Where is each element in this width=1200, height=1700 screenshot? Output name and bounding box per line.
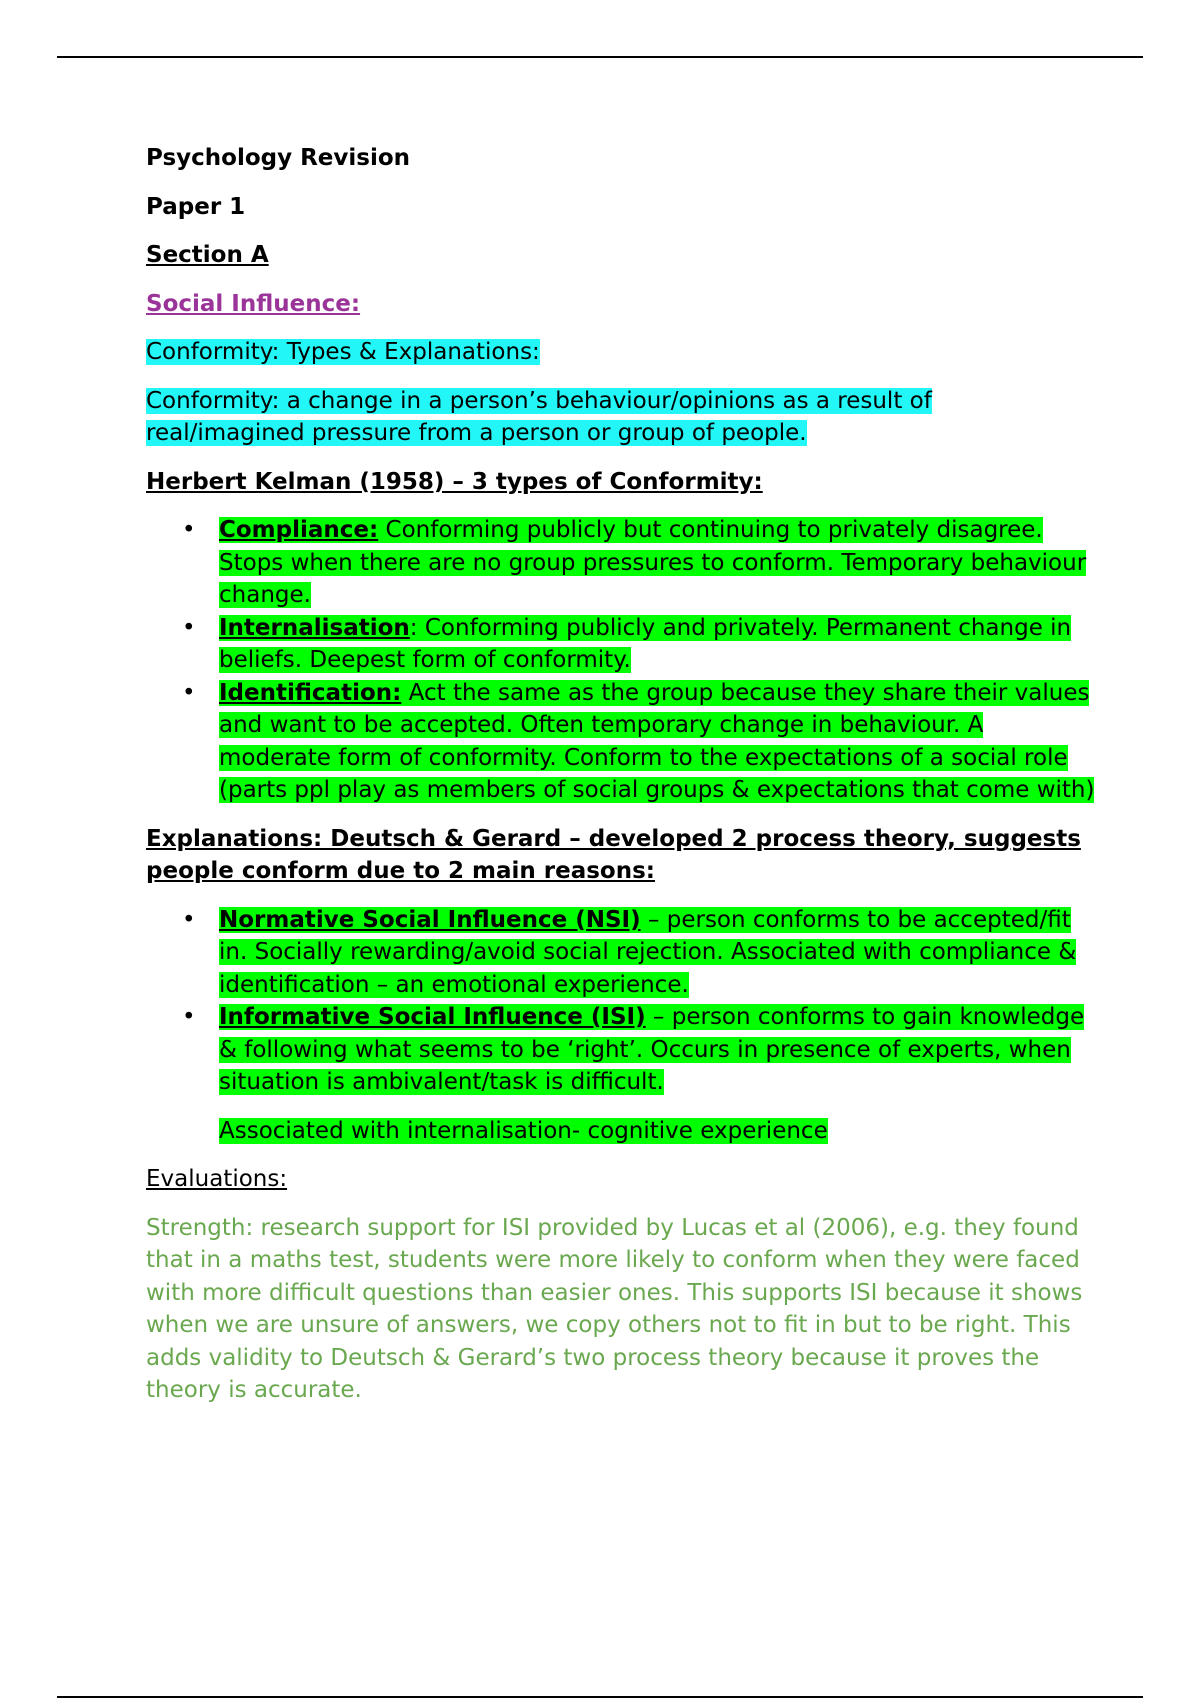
- definition: [146, 385, 1096, 450]
- list-item: [146, 1001, 1096, 1099]
- kelman-heading: Herbert Kelman (1958) – 3 types of Conformity:: [146, 468, 763, 495]
- list-item-term: Internalisation: [219, 614, 410, 641]
- bullet-icon: •: [182, 614, 196, 641]
- list-item-text: Act the same as the group because they share their values and want to be accepted. Often temporary change in behaviour. A moderate form of conformity. Conform to the expectations of a social role (parts ppl play as members of social groups & expectations that come with): [219, 679, 1095, 803]
- list-item-term: Normative Social Influence (NSI): [219, 906, 641, 933]
- bullet-icon: •: [182, 517, 196, 543]
- section-heading: Section A: [146, 242, 269, 268]
- isi-note-text: Associated with internalisation- cognitive experience: [219, 1117, 828, 1144]
- bullet-icon: •: [182, 679, 196, 706]
- footer-rule: [57, 1696, 1143, 1698]
- isi-note: [146, 1115, 1096, 1148]
- list-item: [146, 612, 1096, 677]
- list-item-text: : Conforming publicly and privately. Permanent change in beliefs. Deepest form of conformity.: [219, 614, 1072, 673]
- paper-label: Paper 1: [146, 193, 246, 220]
- list-item-term: Identification:: [219, 679, 402, 706]
- explanations-heading: Explanations: Deutsch & Gerard – developed 2 process theory, suggests people conform due to 2 main reasons:: [146, 825, 1081, 884]
- subtopic-heading: [146, 336, 1096, 369]
- list-item-text: Conforming publicly but continuing to privately disagree. Stops when there are no group pressures to conform. Temporary behaviour change.: [219, 517, 1087, 608]
- list-item-text: – person conforms to be accepted/fit in. Socially rewarding/avoid social rejection. Associated with compliance & identification – an emotional experience.: [219, 906, 1077, 998]
- explanations-list: [146, 904, 1096, 1099]
- document-body: [146, 142, 1096, 1407]
- bullet-icon: •: [182, 1004, 196, 1030]
- list-item-term: Informative Social Influence (ISI): [219, 1004, 646, 1030]
- topic-heading: Social Influence:: [146, 290, 361, 317]
- bullet-icon: •: [182, 906, 196, 933]
- evaluation-paragraph: Strength: research support for ISI provided by Lucas et al (2006), e.g. they found that in a maths test, students were more likely to conform when they were faced with more difficult questions than easier ones. This supports ISI because it shows when we are unsure of answers, we copy others not to fit in but to be right. This adds validity to Deutsch & Gerard’s two process theory because it proves the theory is accurate.: [146, 1214, 1083, 1403]
- list-item-term: Compliance:: [219, 517, 379, 543]
- list-item: [146, 514, 1096, 612]
- header-rule: [57, 56, 1143, 58]
- list-item: [146, 677, 1096, 807]
- subtopic-text: Conformity: Types & Explanations:: [146, 339, 540, 365]
- kelman-types-list: [146, 514, 1096, 807]
- definition-text: Conformity: a change in a person’s behaviour/opinions as a result of real/imagined pressure from a person or group of people.: [146, 387, 932, 446]
- page-title: Psychology Revision: [146, 145, 411, 171]
- list-item: [146, 904, 1096, 1002]
- list-item-text: – person conforms to gain knowledge & following what seems to be ‘right’. Occurs in presence of experts, when situation is ambivalent/task is difficult.: [219, 1004, 1085, 1095]
- evaluations-heading: Evaluations:: [146, 1166, 288, 1192]
